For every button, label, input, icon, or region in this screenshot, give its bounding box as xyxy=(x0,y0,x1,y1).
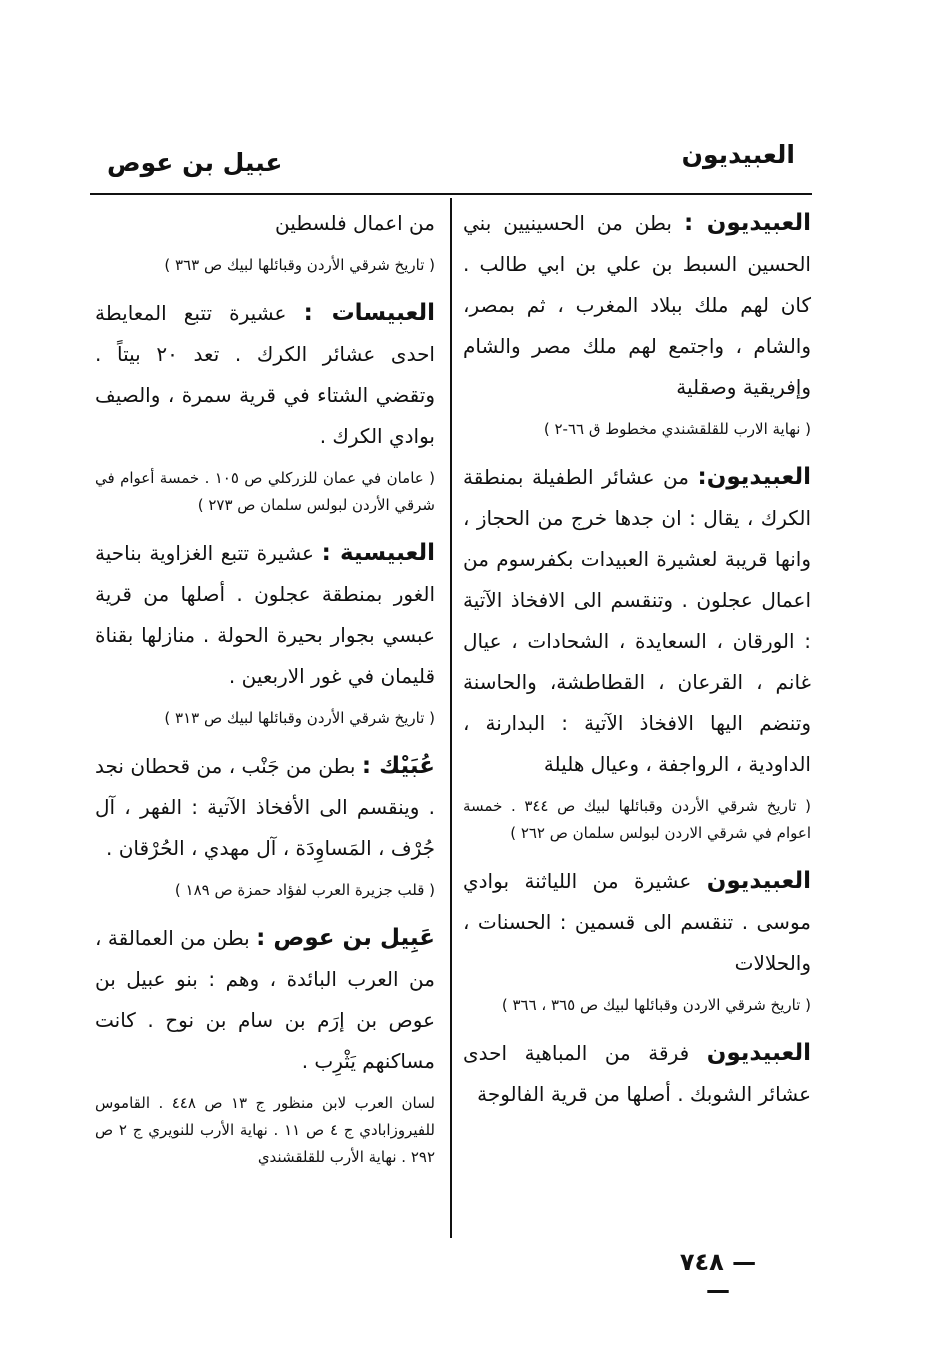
entry-term: العبيديون xyxy=(706,1040,812,1066)
running-head xyxy=(95,140,795,190)
entry-ubaysat xyxy=(95,293,435,457)
entry-term: عَبِيل بن عوص : xyxy=(256,925,435,951)
entry-ubaydiyun-4 xyxy=(463,1033,811,1115)
entry-ubaydiyun-2 xyxy=(463,457,811,785)
entry-text: بطن من جَنْب ، من قحطان نجد . وينقسم الى الأفخاذ الآتية : الفهر ، آل جُرْف ، المَساوِدَة ، آل مهدي ، الحُرْقان . xyxy=(95,754,435,860)
entry-source: ( عامان في عمان للزركلي ص ١٠٥ . خمسة أعوام في شرقي الأردن لبولس سلمان ص ٢٧٣ ) xyxy=(95,469,435,514)
entry-source: ( نهاية الارب للقلقشندي مخطوط ق ٦٦-٢ ) xyxy=(543,420,811,438)
entry-term: العبيديون xyxy=(706,868,811,894)
entry-source: لسان العرب لابن منظور ج ١٣ ص ٤٤٨ . القاموس للفيروزابادي ج ٤ ص ١١ . نهاية الأرب للنويري ج ٢ ص ٢٩٢ . نهاية الأرب للقلقشندي xyxy=(95,1094,436,1166)
entry-term: العبيسات : xyxy=(303,300,436,326)
right-column xyxy=(463,203,811,1123)
left-column xyxy=(95,203,435,1185)
running-head-right: العبيديون xyxy=(681,140,795,169)
entry-ubaydiyun-1 xyxy=(463,203,811,408)
entry-source: ( قلب جزيرة العرب لفؤاد حمزة ص ١٨٩ ) xyxy=(174,881,435,899)
entry-source: ( تاريخ شرقي الأردن وقبائلها لبيك ص ٣٤٤ . خمسة اعوام في شرقي الاردن لبولس سلمان ص ٢٦٢ ) xyxy=(463,797,811,842)
entry-text: عشيرة من اللياثنة بوادي موسى . تنقسم الى قسمين : الحسنات ، والحلالات xyxy=(463,869,811,975)
entry-ubaydiyun-3 xyxy=(463,861,811,984)
entry-text: من عشائر الطفيلة بمنطقة الكرك ، يقال : ان جدها خرج من الحجاز ، وانها قريبة لعشيرة العبيدات بكفرسوم من اعمال عجلون . وتنقسم الى الافخاذ الآتية : الورقان ، السعايدة ، الشحادات ، عيال غانم ، القرعان ، القطاطشة، والحاسنة وتنضم اليها الافخاذ الآتية : البدارنة ، الداودية ، الرواجفة ، وعيال هليلة xyxy=(463,465,811,776)
running-head-left: عبيل بن عوص xyxy=(107,148,283,177)
entry-term: العبيسية : xyxy=(321,540,436,566)
entry-text: عشيرة تتبع الغزاوية بناحية الغور بمنطقة عجلون . أصلها من قرية عبسي بجوار بحيرة الحولة . منازلها بقناة قليمان في غور الاربعين . xyxy=(95,541,435,688)
entry-source: ( تاريخ شرقي الاردن وقبائلها لبيك ص ٣٦٥ ، ٣٦٦ ) xyxy=(501,996,811,1014)
entry-abil-bin-aws xyxy=(95,918,435,1082)
entry-text: فرقة من المباهية احدى عشائر الشوبك . أصلها من قرية الفالوجة xyxy=(463,1041,811,1106)
entry-ubayk xyxy=(95,746,435,869)
entry-text: عشيرة تتبع المعايطة احدى عشائر الكرك . تعد ٢٠ بيتاً . وتقضي الشتاء في قرية سمرة ، والصيف بوادي الكرك . xyxy=(95,301,435,448)
entry-term: العبيديون : xyxy=(683,210,811,236)
entry-text: بطن من الحسينيين بني الحسين السبط بن علي بن ابي طالب . كان لهم ملك ببلاد المغرب ، ثم بمصر، والشام ، واجتمع لهم ملك مصر والشام وإفريقية وصقلية xyxy=(463,211,811,399)
entry-ubaysiya xyxy=(95,533,435,697)
entry-source: ( تاريخ شرقي الأردن وقبائلها لبيك ص ٣٦٣ ) xyxy=(164,256,435,274)
entry-term: العبيديون: xyxy=(697,464,811,490)
column-divider xyxy=(450,198,452,1238)
entry-text: بطن من العمالقة ، من العرب البائدة ، وهم : بنو عبيل بن عوص بن إرَم بن سام بن نوح . كانت مساكنهم يَثْرِب . xyxy=(95,926,435,1073)
entry-text: من اعمال فلسطين xyxy=(274,211,435,235)
entry-continuation xyxy=(95,203,435,244)
header-rule xyxy=(90,193,812,195)
entry-source: ( تاريخ شرقي الأردن وقبائلها لبيك ص ٣١٣ ) xyxy=(164,709,435,727)
entry-term: عُبَيْك : xyxy=(361,753,436,779)
page-number: — ٧٤٨ — xyxy=(679,1248,757,1304)
